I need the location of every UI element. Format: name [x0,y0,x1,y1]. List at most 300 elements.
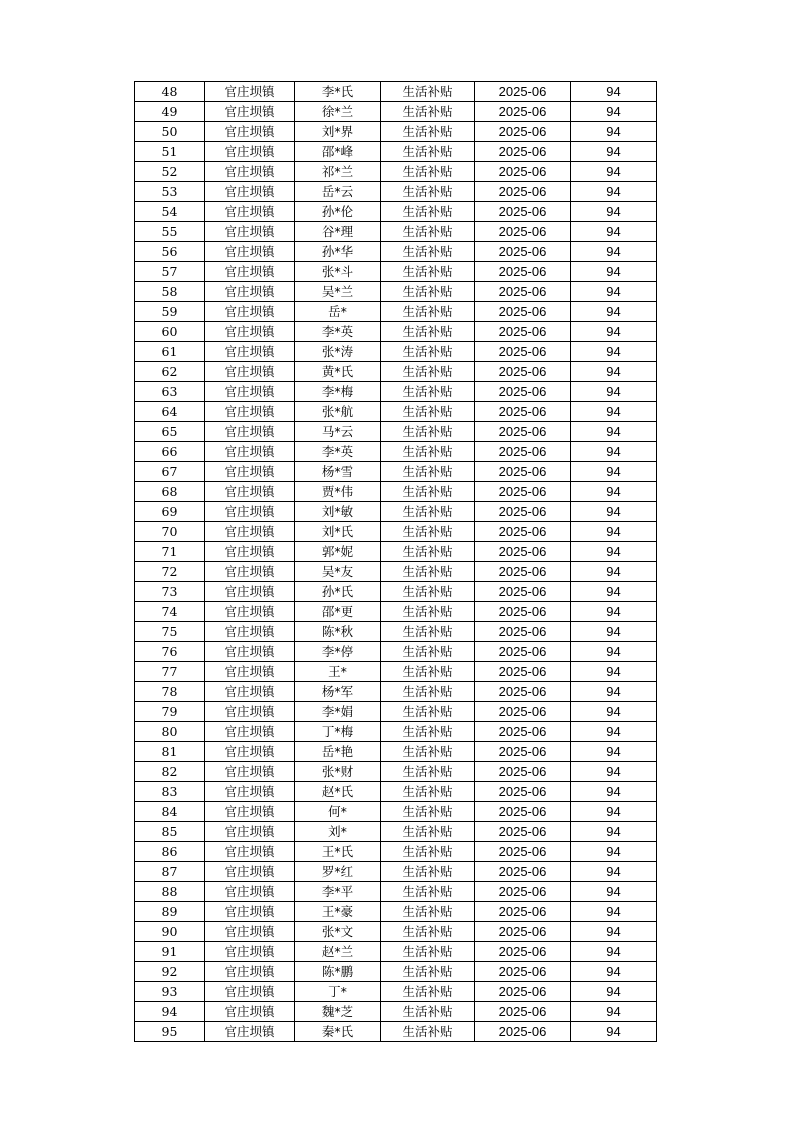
name-cell: 贾*伟 [295,482,381,502]
row-number: 53 [135,182,205,202]
period-cell: 2025-06 [475,402,571,422]
name-cell: 陈*秋 [295,622,381,642]
subsidy-type-cell: 生活补贴 [381,162,475,182]
name-cell: 刘*界 [295,122,381,142]
subsidy-type-cell: 生活补贴 [381,522,475,542]
period-cell: 2025-06 [475,382,571,402]
subsidy-type-cell: 生活补贴 [381,122,475,142]
subsidy-type-cell: 生活补贴 [381,502,475,522]
amount-cell: 94 [571,862,657,882]
period-cell: 2025-06 [475,462,571,482]
town-cell: 官庄坝镇 [205,842,295,862]
amount-cell: 94 [571,142,657,162]
subsidy-type-cell: 生活补贴 [381,722,475,742]
period-cell: 2025-06 [475,762,571,782]
table-row [135,802,657,822]
town-cell: 官庄坝镇 [205,562,295,582]
row-number: 61 [135,342,205,362]
name-cell: 张*文 [295,922,381,942]
row-number: 64 [135,402,205,422]
table-row [135,422,657,442]
name-cell: 王*豪 [295,902,381,922]
name-cell: 丁* [295,982,381,1002]
period-cell: 2025-06 [475,902,571,922]
row-number: 77 [135,662,205,682]
period-cell: 2025-06 [475,222,571,242]
name-cell: 刘* [295,822,381,842]
table-row [135,642,657,662]
row-number: 55 [135,222,205,242]
amount-cell: 94 [571,462,657,482]
row-number: 54 [135,202,205,222]
subsidy-type-cell: 生活补贴 [381,922,475,942]
amount-cell: 94 [571,662,657,682]
subsidy-type-cell: 生活补贴 [381,322,475,342]
name-cell: 王*氏 [295,842,381,862]
row-number: 51 [135,142,205,162]
period-cell: 2025-06 [475,942,571,962]
amount-cell: 94 [571,1022,657,1042]
subsidy-type-cell: 生活补贴 [381,802,475,822]
row-number: 81 [135,742,205,762]
table-row [135,882,657,902]
row-number: 87 [135,862,205,882]
table-row [135,322,657,342]
amount-cell: 94 [571,442,657,462]
town-cell: 官庄坝镇 [205,302,295,322]
name-cell: 罗*红 [295,862,381,882]
table-row [135,162,657,182]
table-row [135,182,657,202]
town-cell: 官庄坝镇 [205,582,295,602]
row-number: 63 [135,382,205,402]
period-cell: 2025-06 [475,122,571,142]
town-cell: 官庄坝镇 [205,342,295,362]
table-row [135,862,657,882]
amount-cell: 94 [571,122,657,142]
row-number: 76 [135,642,205,662]
row-number: 56 [135,242,205,262]
row-number: 89 [135,902,205,922]
name-cell: 李*英 [295,442,381,462]
row-number: 68 [135,482,205,502]
subsidy-type-cell: 生活补贴 [381,942,475,962]
town-cell: 官庄坝镇 [205,1002,295,1022]
subsidy-type-cell: 生活补贴 [381,102,475,122]
name-cell: 李*娟 [295,702,381,722]
name-cell: 丁*梅 [295,722,381,742]
name-cell: 张*涛 [295,342,381,362]
row-number: 93 [135,982,205,1002]
amount-cell: 94 [571,682,657,702]
town-cell: 官庄坝镇 [205,202,295,222]
period-cell: 2025-06 [475,742,571,762]
amount-cell: 94 [571,762,657,782]
town-cell: 官庄坝镇 [205,502,295,522]
period-cell: 2025-06 [475,182,571,202]
row-number: 90 [135,922,205,942]
table-row [135,722,657,742]
town-cell: 官庄坝镇 [205,1022,295,1042]
period-cell: 2025-06 [475,102,571,122]
name-cell: 李*停 [295,642,381,662]
town-cell: 官庄坝镇 [205,242,295,262]
amount-cell: 94 [571,742,657,762]
subsidy-type-cell: 生活补贴 [381,1022,475,1042]
amount-cell: 94 [571,802,657,822]
period-cell: 2025-06 [475,702,571,722]
name-cell: 何* [295,802,381,822]
subsidy-type-cell: 生活补贴 [381,342,475,362]
subsidy-type-cell: 生活补贴 [381,222,475,242]
town-cell: 官庄坝镇 [205,642,295,662]
subsidy-type-cell: 生活补贴 [381,422,475,442]
period-cell: 2025-06 [475,482,571,502]
name-cell: 王* [295,662,381,682]
amount-cell: 94 [571,162,657,182]
period-cell: 2025-06 [475,882,571,902]
amount-cell: 94 [571,1002,657,1022]
town-cell: 官庄坝镇 [205,142,295,162]
town-cell: 官庄坝镇 [205,742,295,762]
town-cell: 官庄坝镇 [205,442,295,462]
town-cell: 官庄坝镇 [205,662,295,682]
period-cell: 2025-06 [475,522,571,542]
row-number: 70 [135,522,205,542]
period-cell: 2025-06 [475,1002,571,1022]
period-cell: 2025-06 [475,782,571,802]
town-cell: 官庄坝镇 [205,682,295,702]
row-number: 62 [135,362,205,382]
amount-cell: 94 [571,382,657,402]
amount-cell: 94 [571,102,657,122]
amount-cell: 94 [571,322,657,342]
town-cell: 官庄坝镇 [205,322,295,342]
subsidy-type-cell: 生活补贴 [381,762,475,782]
subsidy-type-cell: 生活补贴 [381,822,475,842]
subsidy-type-cell: 生活补贴 [381,662,475,682]
amount-cell: 94 [571,302,657,322]
amount-cell: 94 [571,482,657,502]
period-cell: 2025-06 [475,642,571,662]
row-number: 58 [135,282,205,302]
period-cell: 2025-06 [475,162,571,182]
amount-cell: 94 [571,402,657,422]
table-row [135,302,657,322]
town-cell: 官庄坝镇 [205,262,295,282]
row-number: 92 [135,962,205,982]
town-cell: 官庄坝镇 [205,402,295,422]
subsidy-type-cell: 生活补贴 [381,642,475,662]
table-row [135,82,657,102]
name-cell: 李*氏 [295,82,381,102]
amount-cell: 94 [571,342,657,362]
amount-cell: 94 [571,82,657,102]
table-row [135,762,657,782]
amount-cell: 94 [571,602,657,622]
name-cell: 孙*氏 [295,582,381,602]
row-number: 57 [135,262,205,282]
name-cell: 马*云 [295,422,381,442]
subsidy-table [134,81,657,1042]
subsidy-type-cell: 生活补贴 [381,882,475,902]
subsidy-type-cell: 生活补贴 [381,362,475,382]
town-cell: 官庄坝镇 [205,462,295,482]
subsidy-type-cell: 生活补贴 [381,202,475,222]
amount-cell: 94 [571,522,657,542]
amount-cell: 94 [571,422,657,442]
name-cell: 黄*氏 [295,362,381,382]
subsidy-type-cell: 生活补贴 [381,302,475,322]
row-number: 59 [135,302,205,322]
row-number: 48 [135,82,205,102]
amount-cell: 94 [571,702,657,722]
amount-cell: 94 [571,982,657,1002]
town-cell: 官庄坝镇 [205,162,295,182]
town-cell: 官庄坝镇 [205,882,295,902]
name-cell: 张*斗 [295,262,381,282]
table-row [135,1022,657,1042]
table-body [135,82,657,1042]
subsidy-type-cell: 生活补贴 [381,442,475,462]
period-cell: 2025-06 [475,82,571,102]
subsidy-type-cell: 生活补贴 [381,742,475,762]
name-cell: 郭*妮 [295,542,381,562]
table-row [135,222,657,242]
town-cell: 官庄坝镇 [205,762,295,782]
table-row [135,662,657,682]
row-number: 94 [135,1002,205,1022]
row-number: 66 [135,442,205,462]
name-cell: 李*梅 [295,382,381,402]
subsidy-type-cell: 生活补贴 [381,262,475,282]
amount-cell: 94 [571,282,657,302]
name-cell: 岳*艳 [295,742,381,762]
period-cell: 2025-06 [475,362,571,382]
town-cell: 官庄坝镇 [205,522,295,542]
amount-cell: 94 [571,922,657,942]
name-cell: 张*财 [295,762,381,782]
table-row [135,482,657,502]
name-cell: 李*英 [295,322,381,342]
name-cell: 徐*兰 [295,102,381,122]
row-number: 72 [135,562,205,582]
town-cell: 官庄坝镇 [205,962,295,982]
amount-cell: 94 [571,362,657,382]
period-cell: 2025-06 [475,982,571,1002]
table-row [135,382,657,402]
table-row [135,282,657,302]
subsidy-type-cell: 生活补贴 [381,542,475,562]
period-cell: 2025-06 [475,302,571,322]
town-cell: 官庄坝镇 [205,102,295,122]
period-cell: 2025-06 [475,962,571,982]
name-cell: 祁*兰 [295,162,381,182]
table-row [135,442,657,462]
period-cell: 2025-06 [475,562,571,582]
table-row [135,702,657,722]
subsidy-type-cell: 生活补贴 [381,282,475,302]
name-cell: 孙*伦 [295,202,381,222]
amount-cell: 94 [571,642,657,662]
town-cell: 官庄坝镇 [205,362,295,382]
row-number: 85 [135,822,205,842]
table-row [135,582,657,602]
name-cell: 谷*理 [295,222,381,242]
name-cell: 刘*敏 [295,502,381,522]
table-row [135,242,657,262]
table-row [135,782,657,802]
row-number: 52 [135,162,205,182]
subsidy-type-cell: 生活补贴 [381,962,475,982]
name-cell: 魏*芝 [295,1002,381,1022]
amount-cell: 94 [571,202,657,222]
row-number: 49 [135,102,205,122]
row-number: 71 [135,542,205,562]
town-cell: 官庄坝镇 [205,602,295,622]
row-number: 80 [135,722,205,742]
period-cell: 2025-06 [475,262,571,282]
subsidy-type-cell: 生活补贴 [381,482,475,502]
row-number: 88 [135,882,205,902]
table-row [135,962,657,982]
subsidy-type-cell: 生活补贴 [381,82,475,102]
subsidy-type-cell: 生活补贴 [381,842,475,862]
table-row [135,362,657,382]
period-cell: 2025-06 [475,322,571,342]
name-cell: 杨*雪 [295,462,381,482]
period-cell: 2025-06 [475,822,571,842]
period-cell: 2025-06 [475,622,571,642]
amount-cell: 94 [571,562,657,582]
name-cell: 刘*氏 [295,522,381,542]
amount-cell: 94 [571,882,657,902]
subsidy-type-cell: 生活补贴 [381,622,475,642]
row-number: 86 [135,842,205,862]
town-cell: 官庄坝镇 [205,942,295,962]
row-number: 50 [135,122,205,142]
name-cell: 张*航 [295,402,381,422]
subsidy-type-cell: 生活补贴 [381,1002,475,1022]
name-cell: 岳*云 [295,182,381,202]
row-number: 91 [135,942,205,962]
amount-cell: 94 [571,782,657,802]
period-cell: 2025-06 [475,342,571,362]
town-cell: 官庄坝镇 [205,822,295,842]
town-cell: 官庄坝镇 [205,982,295,1002]
amount-cell: 94 [571,242,657,262]
table-row [135,562,657,582]
town-cell: 官庄坝镇 [205,482,295,502]
row-number: 83 [135,782,205,802]
amount-cell: 94 [571,182,657,202]
name-cell: 秦*氏 [295,1022,381,1042]
town-cell: 官庄坝镇 [205,902,295,922]
amount-cell: 94 [571,722,657,742]
town-cell: 官庄坝镇 [205,622,295,642]
amount-cell: 94 [571,902,657,922]
row-number: 74 [135,602,205,622]
town-cell: 官庄坝镇 [205,802,295,822]
town-cell: 官庄坝镇 [205,722,295,742]
amount-cell: 94 [571,942,657,962]
table-row [135,402,657,422]
subsidy-type-cell: 生活补贴 [381,982,475,1002]
row-number: 69 [135,502,205,522]
row-number: 78 [135,682,205,702]
amount-cell: 94 [571,962,657,982]
amount-cell: 94 [571,262,657,282]
name-cell: 赵*兰 [295,942,381,962]
amount-cell: 94 [571,622,657,642]
table-row [135,922,657,942]
town-cell: 官庄坝镇 [205,182,295,202]
period-cell: 2025-06 [475,722,571,742]
table-row [135,602,657,622]
town-cell: 官庄坝镇 [205,782,295,802]
name-cell: 杨*军 [295,682,381,702]
period-cell: 2025-06 [475,142,571,162]
period-cell: 2025-06 [475,202,571,222]
amount-cell: 94 [571,582,657,602]
name-cell: 孙*华 [295,242,381,262]
table-row [135,142,657,162]
table-row [135,942,657,962]
row-number: 84 [135,802,205,822]
subsidy-type-cell: 生活补贴 [381,382,475,402]
subsidy-type-cell: 生活补贴 [381,782,475,802]
table-row [135,542,657,562]
table-row [135,822,657,842]
subsidy-type-cell: 生活补贴 [381,602,475,622]
town-cell: 官庄坝镇 [205,282,295,302]
row-number: 73 [135,582,205,602]
period-cell: 2025-06 [475,1022,571,1042]
table-row [135,102,657,122]
period-cell: 2025-06 [475,242,571,262]
subsidy-type-cell: 生活补贴 [381,462,475,482]
period-cell: 2025-06 [475,502,571,522]
period-cell: 2025-06 [475,442,571,462]
table-row [135,842,657,862]
subsidy-type-cell: 生活补贴 [381,862,475,882]
table-row [135,202,657,222]
period-cell: 2025-06 [475,662,571,682]
table-row [135,982,657,1002]
name-cell: 吴*友 [295,562,381,582]
subsidy-type-cell: 生活补贴 [381,402,475,422]
row-number: 65 [135,422,205,442]
subsidy-type-cell: 生活补贴 [381,682,475,702]
name-cell: 李*平 [295,882,381,902]
name-cell: 陈*鹏 [295,962,381,982]
subsidy-type-cell: 生活补贴 [381,182,475,202]
town-cell: 官庄坝镇 [205,222,295,242]
subsidy-type-cell: 生活补贴 [381,562,475,582]
subsidy-type-cell: 生活补贴 [381,242,475,262]
subsidy-type-cell: 生活补贴 [381,142,475,162]
period-cell: 2025-06 [475,682,571,702]
period-cell: 2025-06 [475,842,571,862]
table-row [135,502,657,522]
period-cell: 2025-06 [475,542,571,562]
table-row [135,1002,657,1022]
row-number: 75 [135,622,205,642]
period-cell: 2025-06 [475,602,571,622]
amount-cell: 94 [571,822,657,842]
amount-cell: 94 [571,222,657,242]
row-number: 95 [135,1022,205,1042]
